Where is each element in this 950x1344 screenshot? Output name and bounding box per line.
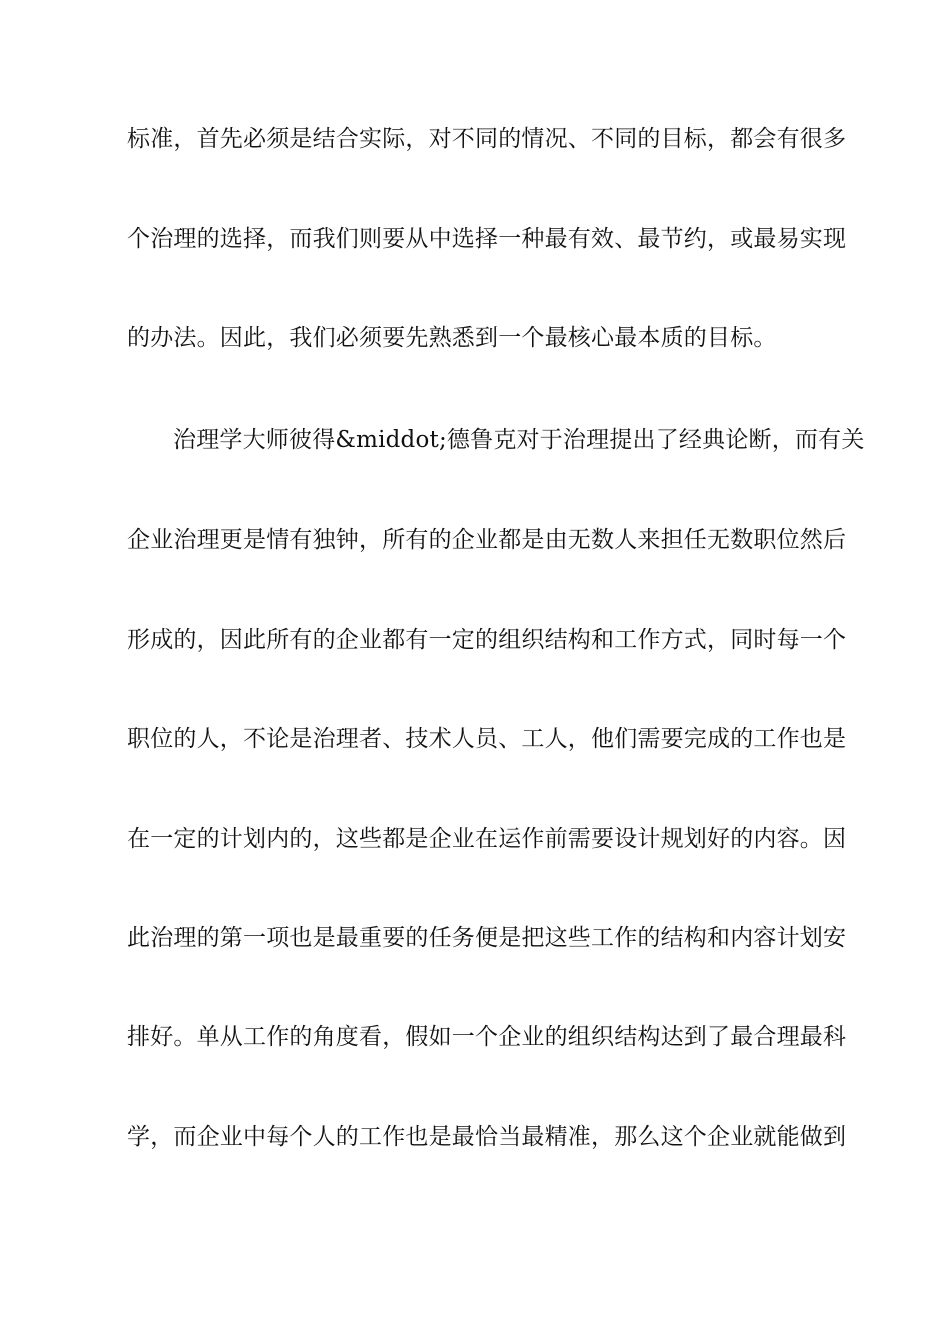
text-line-1: 标准，首先必须是结合实际，对不同的情况、不同的目标，都会有很多	[127, 126, 847, 152]
text-line-6: 形成的，因此所有的企业都有一定的组织结构和工作方式，同时每一个	[127, 627, 847, 653]
text-line-2: 个治理的选择，而我们则要从中选择一种最有效、最节约，或最易实现	[127, 226, 847, 252]
text-line-8: 在一定的计划内的，这些都是企业在运作前需要设计规划好的内容。因	[127, 826, 847, 852]
text-line-11: 学，而企业中每个人的工作也是最恰当最精准，那么这个企业就能做到	[127, 1124, 847, 1150]
text-line-9: 此治理的第一项也是最重要的任务便是把这些工作的结构和内容计划安	[127, 925, 847, 951]
text-line-5: 企业治理更是情有独钟，所有的企业都是由无数人来担任无数职位然后	[127, 527, 847, 553]
text-line-7: 职位的人，不论是治理者、技术人员、工人，他们需要完成的工作也是	[127, 726, 847, 752]
text-line-3: 的办法。因此，我们必须要先熟悉到一个最核心最本质的目标。	[127, 325, 777, 351]
text-line-4: 治理学大师彼得&middot;德鲁克对于治理提出了经典论断，而有关	[173, 427, 865, 453]
text-line-10: 排好。单从工作的角度看，假如一个企业的组织结构达到了最合理最科	[127, 1024, 847, 1050]
